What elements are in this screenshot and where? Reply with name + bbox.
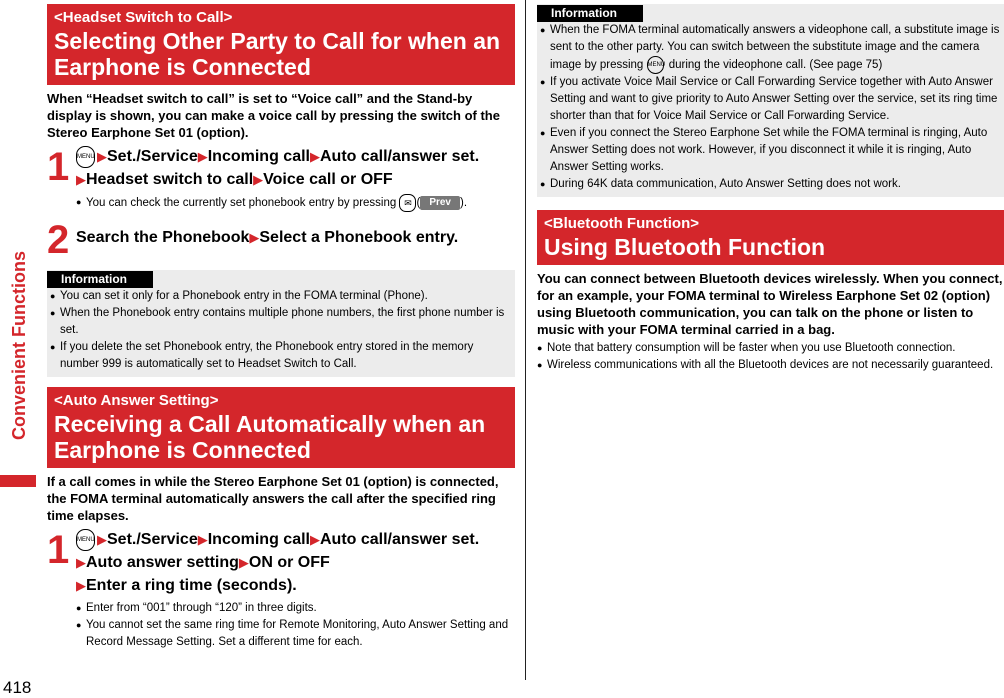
arrow-icon: ▶ xyxy=(97,532,107,548)
step-part: Select a Phonebook entry. xyxy=(259,229,459,247)
bluetooth-section-header xyxy=(537,210,1004,265)
page-number: 418 xyxy=(3,678,32,697)
bluetooth-subtitle: <Bluetooth Function> xyxy=(544,215,699,233)
step-part: Auto answer setting xyxy=(86,554,239,572)
arrow-icon: ▶ xyxy=(76,555,86,571)
arrow-icon: ▶ xyxy=(197,149,208,164)
step-number: 2 xyxy=(47,218,70,263)
step-part: Incoming call xyxy=(207,531,310,549)
left-column xyxy=(47,0,515,651)
info-item: ● During 64K data communication, Auto Answer Setting does not work. xyxy=(540,176,1000,193)
info-item: ● When the Phonebook entry contains multiple phone numbers, the first phone number is set. xyxy=(50,305,511,339)
menu-key-icon: MENU xyxy=(76,146,95,168)
section-label: Convenient Functions xyxy=(8,250,29,440)
arrow-icon: ▶ xyxy=(309,149,320,164)
step-part: Incoming call xyxy=(207,148,310,165)
info-tag: Information xyxy=(537,5,643,22)
bluetooth-intro: You can connect between Bluetooth devices wirelessly. When you connect, for an example, your FOMA terminal to Wireless Earphone Set 02 (option) using Bluetooth communication, you can talk on the phone or listen to music with your FOMA terminal carried in a bag. xyxy=(537,271,1003,338)
step-part: ON or OFF xyxy=(248,554,330,572)
step-number: 1 xyxy=(47,528,70,573)
bluetooth-title: Using Bluetooth Function xyxy=(544,234,826,261)
info-item: ● You can set it only for a Phonebook entry in the FOMA terminal (Phone). xyxy=(50,288,511,305)
step-part: Auto call/answer set. xyxy=(319,531,480,549)
arrow-icon: ▶ xyxy=(249,230,260,246)
headset-step-1 xyxy=(47,145,515,212)
step-note: ● You can check the currently set phonebook entry by pressing ✉ ( Prev ). xyxy=(76,194,515,212)
headset-info-box xyxy=(47,270,515,377)
arrow-icon: ▶ xyxy=(309,532,320,548)
auto-answer-title-line1: Receiving a Call Automatically when an xyxy=(54,411,486,438)
info-item: ● When the FOMA terminal automatically answers a videophone call, a substitute image is sent to the other party. You can switch between the substitute image and the camera image by pressing MENU during the videophone call. (See page 75) xyxy=(540,22,1000,74)
auto-answer-title-line2: Earphone is Connected xyxy=(54,437,311,464)
auto-answer-step-1 xyxy=(47,528,515,651)
info-item: ● If you activate Voice Mail Service or Call Forwarding Service together with Auto Answer Setting and want to give priority to Auto Answer Setting over the service, set its ring time shorter than that for Voice Mail Service or Call Forwarding Service. xyxy=(540,74,1000,125)
bluetooth-note: ● Note that battery consumption will be faster when you use Bluetooth connection. xyxy=(537,340,1004,357)
menu-key-icon: MENU xyxy=(647,56,664,74)
headset-step-2 xyxy=(47,218,515,263)
section-marker xyxy=(0,475,36,487)
step-part: Search the Phonebook xyxy=(76,229,250,247)
section-side-tab xyxy=(0,0,38,697)
arrow-icon: ▶ xyxy=(76,172,86,187)
step-part: Enter a ring time (seconds). xyxy=(86,577,297,595)
mail-key-icon: ✉ xyxy=(399,194,416,212)
arrow-icon: ▶ xyxy=(76,578,86,594)
headset-title-line1: Selecting Other Party to Call for when an xyxy=(54,28,501,54)
headset-section-header xyxy=(47,4,515,85)
auto-answer-info-box xyxy=(537,4,1004,197)
step-part: Headset switch to call xyxy=(86,171,254,188)
step-part: Voice call or OFF xyxy=(263,171,393,188)
info-item: ● Even if you connect the Stereo Earphone Set while the FOMA terminal is ringing, Auto Answer Setting does not work. However, if you disconnect it while it is ringing, Auto Answer Setting works. xyxy=(540,125,1000,176)
step-note: ● Enter from “001” through “120” in three digits. xyxy=(76,600,515,617)
arrow-icon: ▶ xyxy=(197,532,208,548)
arrow-icon: ▶ xyxy=(253,172,264,187)
auto-answer-section-header xyxy=(47,387,515,468)
arrow-icon: ▶ xyxy=(97,149,107,164)
arrow-icon: ▶ xyxy=(238,555,249,571)
step-part: Set./Service xyxy=(107,148,198,165)
headset-title-line2: Earphone is Connected xyxy=(54,54,311,80)
right-column xyxy=(537,0,1004,374)
step-number: 1 xyxy=(47,145,70,189)
info-item: ● If you delete the set Phonebook entry, the Phonebook entry stored in the memory number 999 is automatically set to Headset Switch to Call. xyxy=(50,339,511,373)
step-part: Set./Service xyxy=(107,531,198,549)
auto-answer-intro: If a call comes in while the Stereo Earphone Set 01 (option) is connected, the FOMA terminal automatically answers the call after the specified ring time elapses. xyxy=(47,474,499,524)
auto-answer-subtitle: <Auto Answer Setting> xyxy=(54,392,219,410)
info-tag: Information xyxy=(47,271,153,288)
headset-subtitle: <Headset Switch to Call> xyxy=(54,9,233,26)
bluetooth-note: ● Wireless communications with all the Bluetooth devices are not necessarily guaranteed. xyxy=(537,357,1004,374)
column-divider xyxy=(525,0,526,680)
headset-intro: When “Headset switch to call” is set to “Voice call” and the Stand-by display is shown, you can make a voice call by pressing the switch of the Stereo Earphone Set 01 (option). xyxy=(47,91,500,140)
step-part: Auto call/answer set. xyxy=(319,148,480,165)
menu-key-icon: MENU xyxy=(76,529,95,551)
prev-softkey-icon: Prev xyxy=(420,196,460,210)
step-note: ● You cannot set the same ring time for Remote Monitoring, Auto Answer Setting and Record Message Setting. Set a different time for each. xyxy=(76,617,515,651)
